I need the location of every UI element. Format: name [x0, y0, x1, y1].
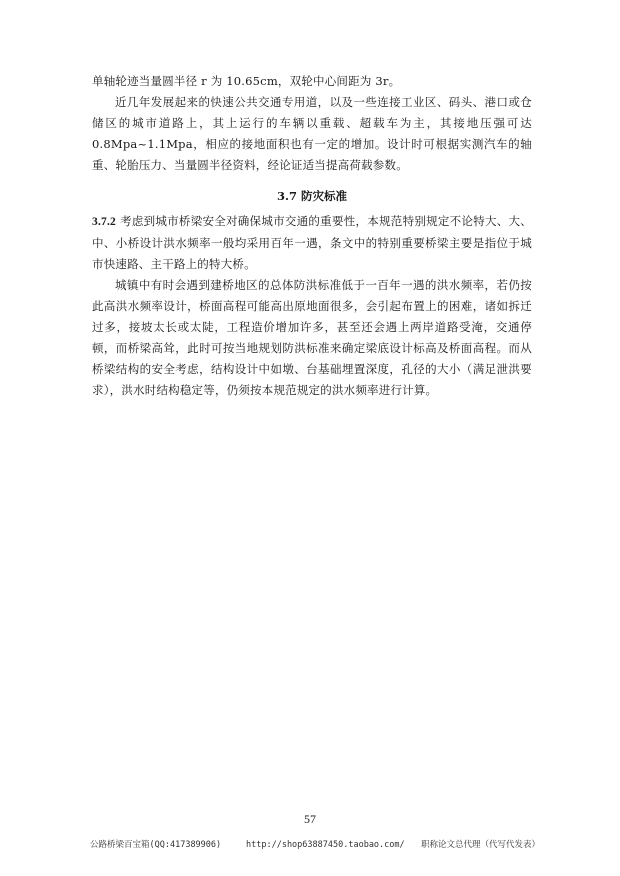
footer-left: 公路桥梁百宝箱(QQ:417389906)	[90, 840, 222, 850]
page-body	[92, 71, 532, 401]
paragraph-wheel-radius: 单轴轮迹当量圆半径 r 为 10.65cm，双轮中心间距为 3r。	[92, 74, 401, 88]
clause-number: 3.7.2	[92, 216, 116, 228]
section-title: 3.7 防灾标准	[276, 189, 347, 203]
footer-right: 职称论文总代理（代写代发表）	[420, 840, 540, 850]
footer-url: http://shop63887450.taobao.com/	[246, 840, 405, 850]
paragraph-heavy-load: 近几年发展起来的快速公共交通专用道，以及一些连接工业区、码头、港口或仓储区的城市道路上，其上运行的车辆以重载、超载车为主，其接地压强可达 0.8Mpa~1.1Mpa，相应的接地面积也有一定的增加。设计时可根据实测汽车的轴重、轮胎压力、当量圆半径资料，经论证适当提高荷载参数。	[92, 95, 532, 172]
paragraph-flood-standard: 城镇中有时会遇到建桥地区的总体防洪标准低于一百年一遇的洪水频率，若仍按此高洪水频率设计，桥面高程可能高出原地面很多，会引起布置上的困难，诸如拆迁过多，接坡太长或太陡，工程造价增加许多，甚至还会遇上两岸道路受淹，交通停顿，而桥梁高耸，此时可按当地规划防洪标准来确定梁底设计标高及桥面高程。而从桥梁结构的安全考虑，结构设计中如墩、台基础埋置深度，孔径的大小（满足泄洪要求），洪水时结构稳定等，仍须按本规范规定的洪水频率进行计算。	[92, 278, 532, 397]
page-footer	[90, 838, 540, 852]
page-number: 57	[304, 812, 316, 826]
clause-3-7-2	[92, 211, 532, 275]
clause-text: 考虑到城市桥梁安全对确保城市交通的重要性，本规范特别规定不论特大、大、中、小桥设计洪水频率一般均采用百年一遇，条文中的特别重要桥梁主要是指位于城市快速路、主干路上的特大桥。	[92, 214, 532, 271]
